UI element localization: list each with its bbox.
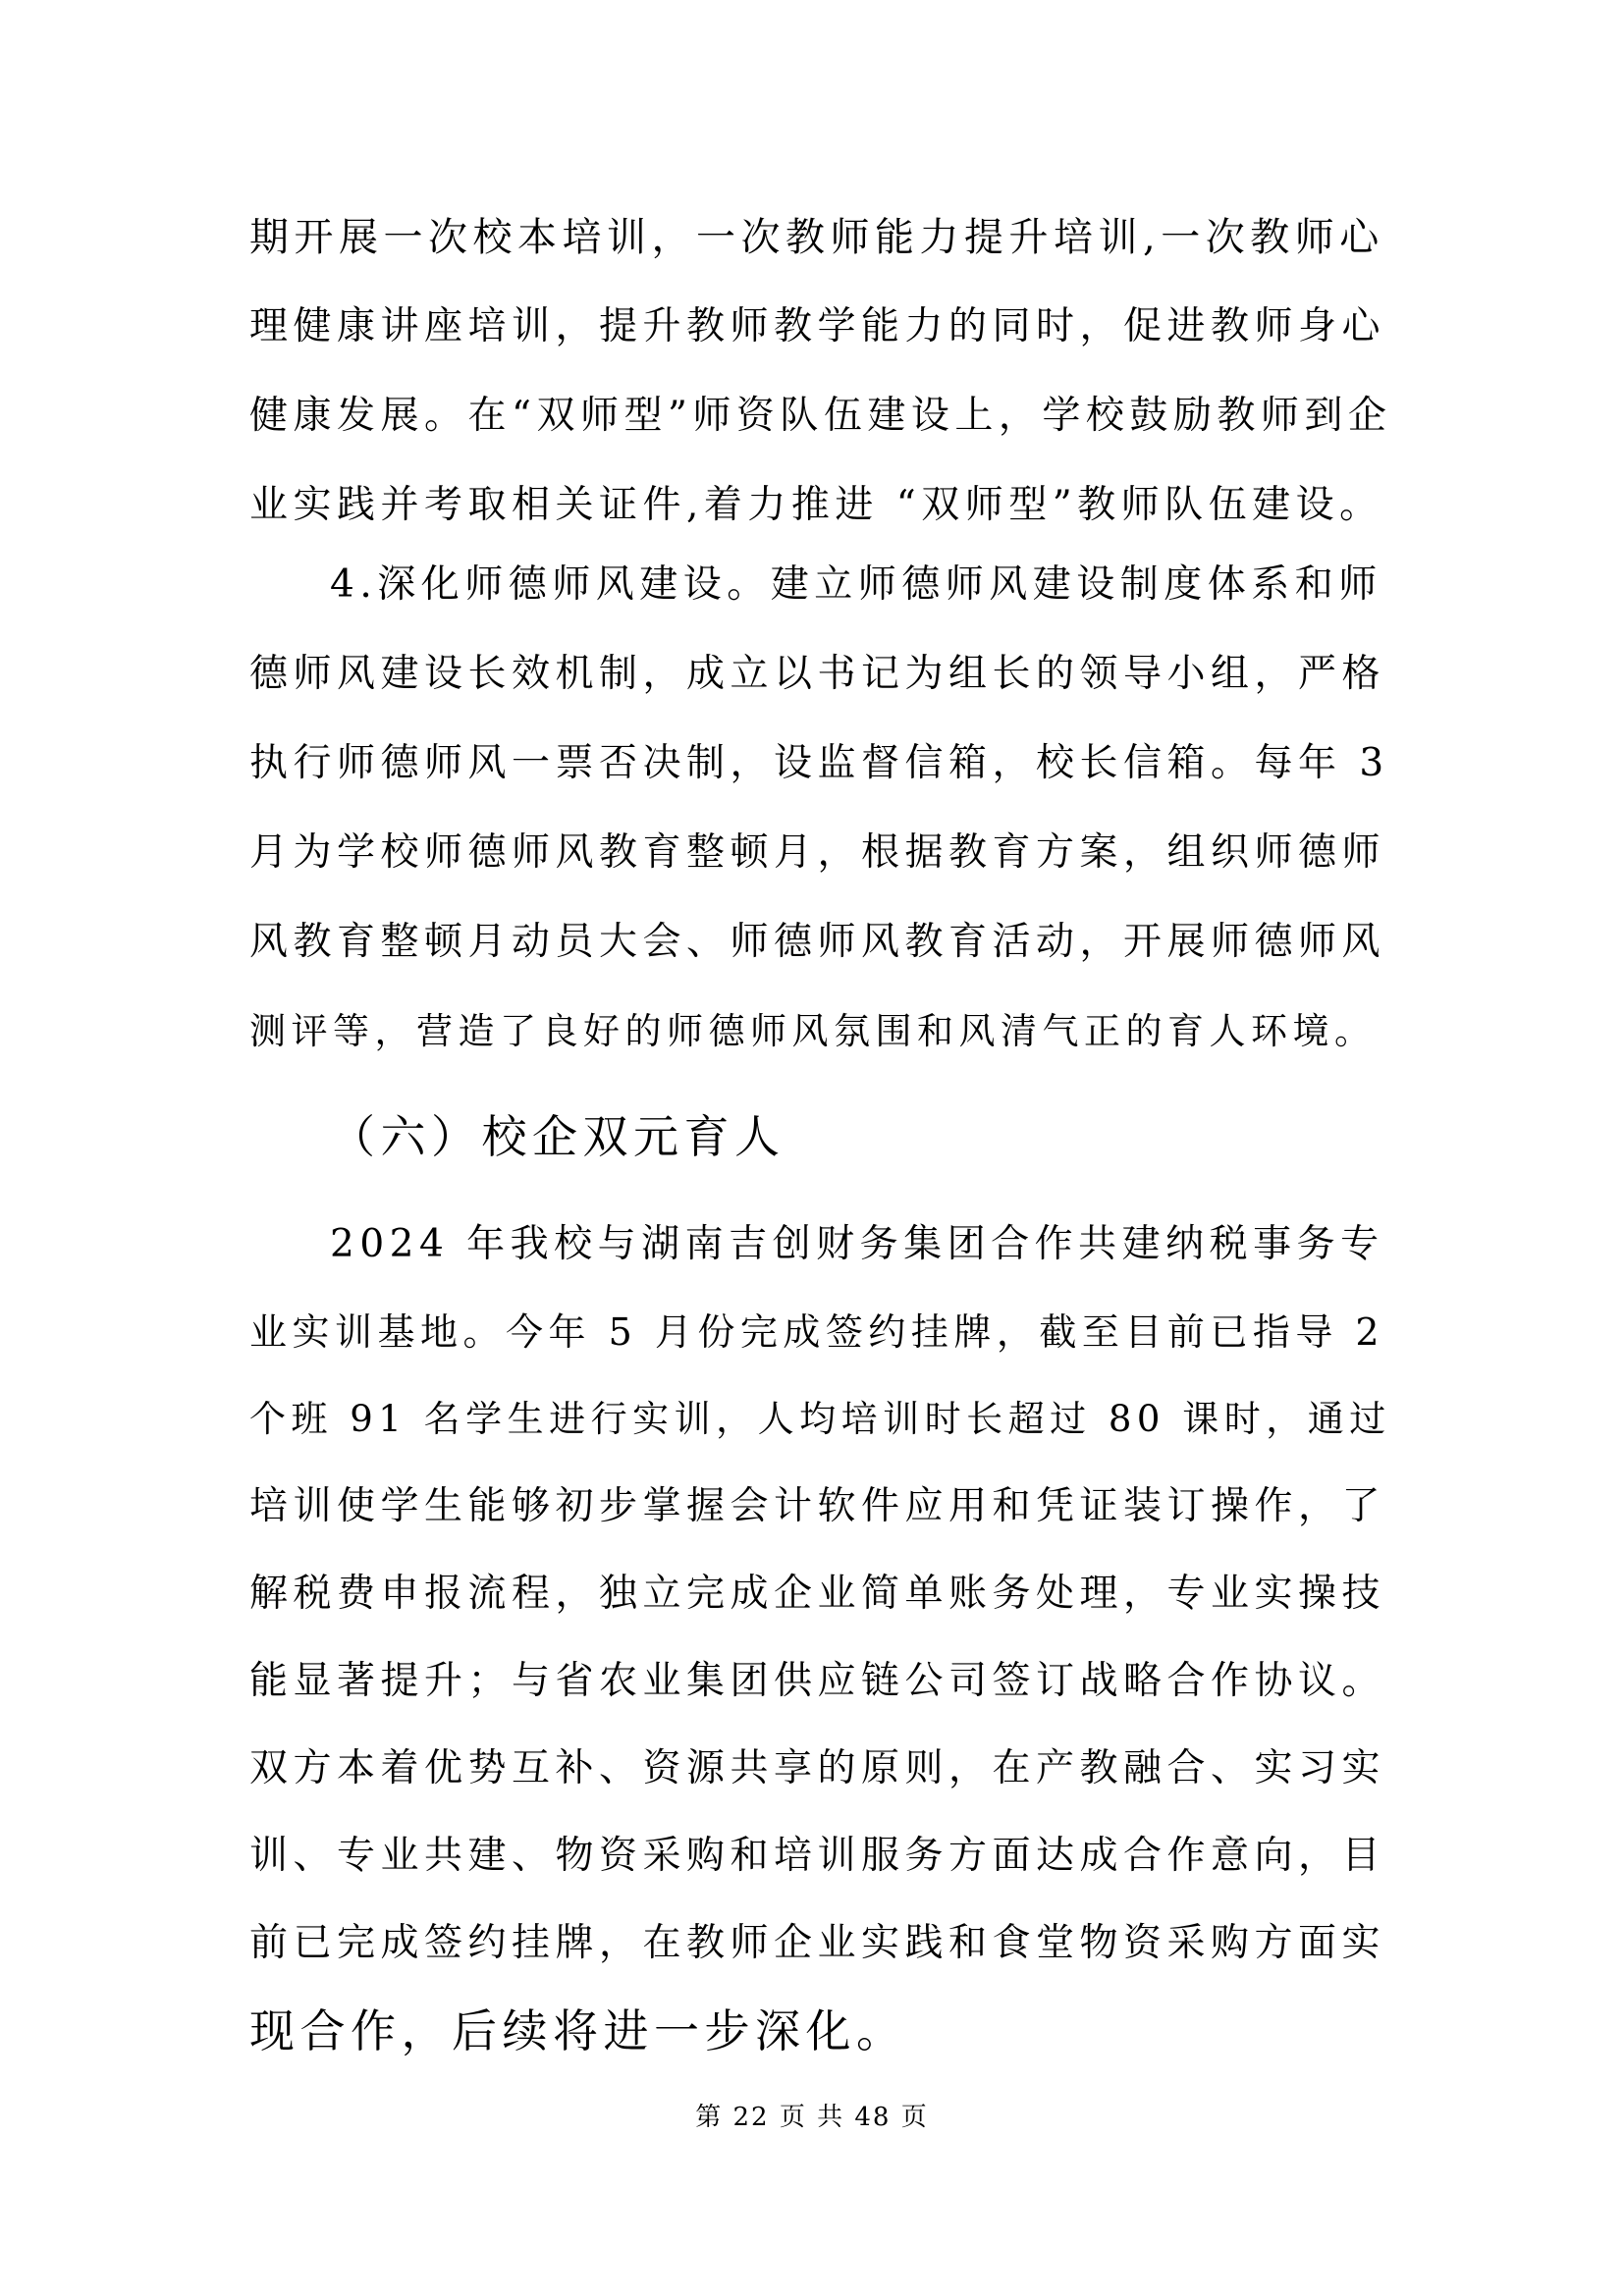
paragraph-3-line-3: 个班 91 名学生进行实训，人均培训时长超过 80 课时，通过: [249, 1398, 1391, 1440]
paragraph-2-line-2: 德师风建设长效机制，成立以书记为组长的领导小组，严格: [249, 652, 1386, 696]
paragraph-3-line-9: 前已完成签约挂牌，在教师企业实践和食堂物资采购方面实: [249, 1921, 1386, 1965]
paragraph-3-line-4: 培训使学生能够初步掌握会计软件应用和凭证装订操作，了: [249, 1484, 1386, 1528]
paragraph-1-line-1: 期开展一次校本培训，一次教师能力提升培训,一次教师心: [249, 215, 1384, 260]
paragraph-3-line-10: 现合作，后续将进一步深化。: [249, 2004, 907, 2057]
paragraph-2-line-5: 风教育整顿月动员大会、师德师风教育活动，开展师德师风: [249, 920, 1386, 964]
paragraph-2-line-4: 月为学校师德师风教育整顿月，根据教育方案，组织师德师: [249, 830, 1386, 875]
paragraph-3-line-7: 双方本着优势互补、资源共享的原则，在产教融合、实习实: [249, 1746, 1386, 1790]
paragraph-2-line-6: 测评等，营造了良好的师德师风氛围和风清气正的育人环境。: [249, 1010, 1377, 1052]
paragraph-3-line-5: 解税费申报流程，独立完成企业简单账务处理，专业实操技: [249, 1572, 1386, 1616]
paragraph-2-line-3: 执行师德师风一票否决制，设监督信箱，校长信箱。每年 3: [249, 741, 1389, 785]
section-heading: （六）校企双元育人: [330, 1110, 785, 1163]
paragraph-3-line-8: 训、专业共建、物资采购和培训服务方面达成合作意向，目: [249, 1834, 1386, 1878]
paragraph-2-line-1: 4.深化师德师风建设。建立师德师风建设制度体系和师: [330, 562, 1382, 607]
page-number-footer: 第 22 页 共 48 页: [695, 2103, 929, 2132]
paragraph-3-line-2: 业实训基地。今年 5 月份完成签约挂牌，截至目前已指导 2: [249, 1310, 1385, 1354]
paragraph-1-line-3: 健康发展。在“双师型”师资队伍建设上，学校鼓励教师到企: [249, 394, 1392, 438]
paragraph-1-line-4: 业实践并考取相关证件,着力推进 “双师型”教师队伍建设。: [249, 483, 1383, 527]
paragraph-3-line-1: 2024 年我校与湖南吉创财务集团合作共建纳税事务专: [330, 1222, 1384, 1266]
paragraph-1-line-2: 理健康讲座培训，提升教师教学能力的同时，促进教师身心: [249, 304, 1386, 348]
paragraph-3-line-6: 能显著提升；与省农业集团供应链公司签订战略合作协议。: [249, 1659, 1386, 1703]
